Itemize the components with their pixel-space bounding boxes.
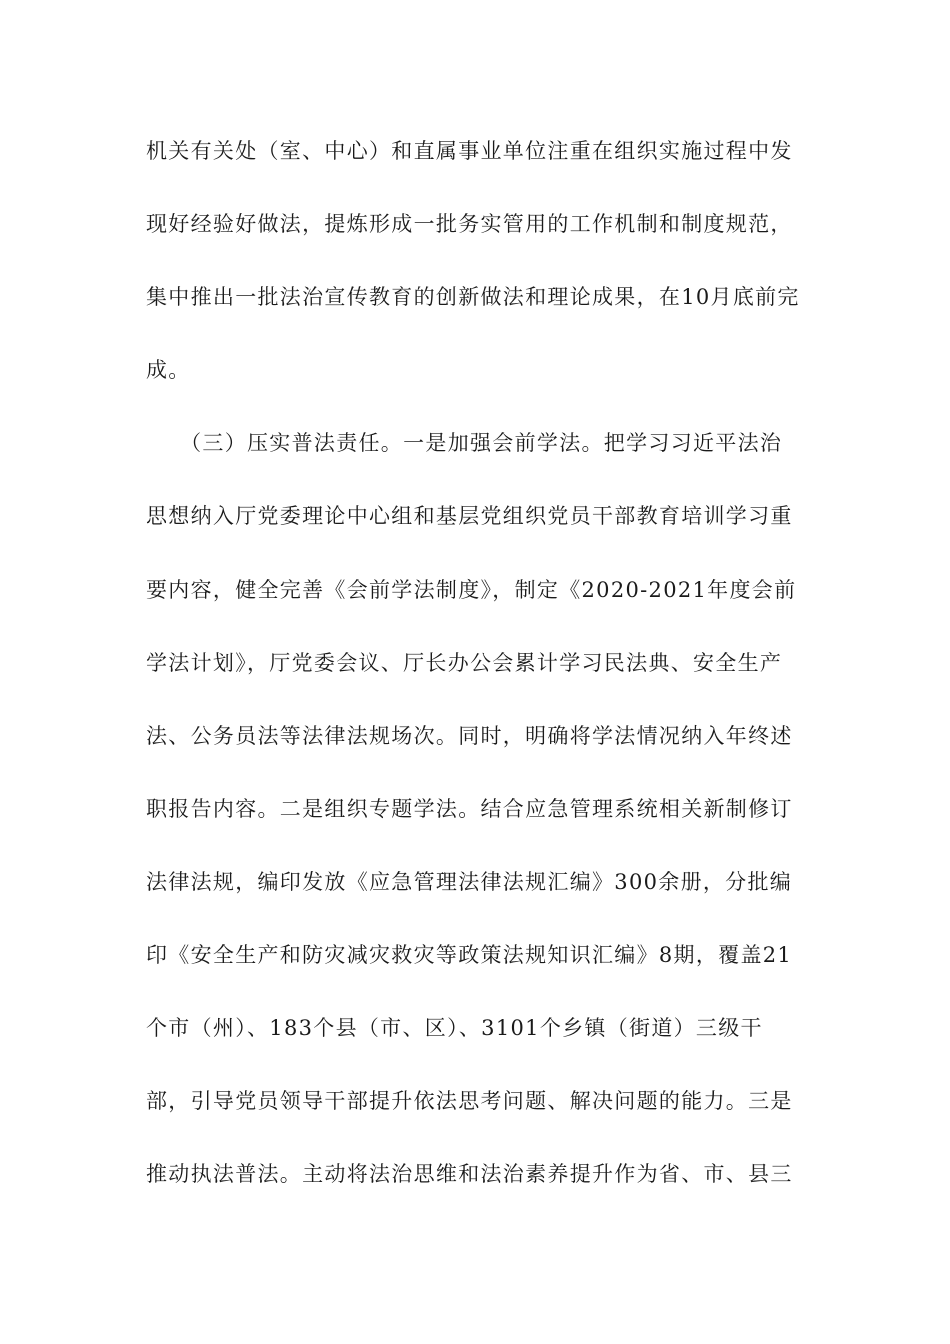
- text-line: 个市（州）、183个县（市、区）、3101个乡镇（街道）三级干: [146, 1016, 763, 1041]
- text-line: 职报告内容。二是组织专题学法。结合应急管理系统相关新制修订: [146, 796, 793, 821]
- text-line: 要内容，健全完善《会前学法制度》，制定《2020-2021年度会前: [146, 577, 797, 602]
- text-line: 印《安全生产和防灾减灾救灾等政策法规知识汇编》8期，覆盖21: [146, 943, 793, 968]
- text-line: （三）压实普法责任。一是加强会前学法。把学习习近平法治: [146, 431, 783, 456]
- text-line: 现好经验好做法，提炼形成一批务实管用的工作机制和制度规范，: [146, 212, 793, 237]
- document-body: [146, 131, 806, 1227]
- text-line: 集中推出一批法治宣传教育的创新做法和理论成果，在10月底前完: [146, 285, 800, 310]
- text-line: 成。: [146, 358, 191, 383]
- text-line: 部，引导党员领导干部提升依法思考问题、解决问题的能力。三是: [146, 1089, 793, 1114]
- text-line: 机关有关处（室、中心）和直属事业单位注重在组织实施过程中发: [146, 139, 793, 163]
- text-line: 法律法规，编印发放《应急管理法律法规汇编》300余册，分批编: [146, 869, 793, 894]
- text-line: 推动执法普法。主动将法治思维和法治素养提升作为省、市、县三: [146, 1162, 793, 1187]
- text-line: 学法计划》，厅党委会议、厅长办公会累计学习民法典、安全生产: [146, 650, 783, 675]
- text-line: 思想纳入厅党委理论中心组和基层党组织党员干部教育培训学习重: [146, 504, 793, 529]
- text-line: 法、公务员法等法律法规场次。同时，明确将学法情况纳入年终述: [146, 723, 793, 748]
